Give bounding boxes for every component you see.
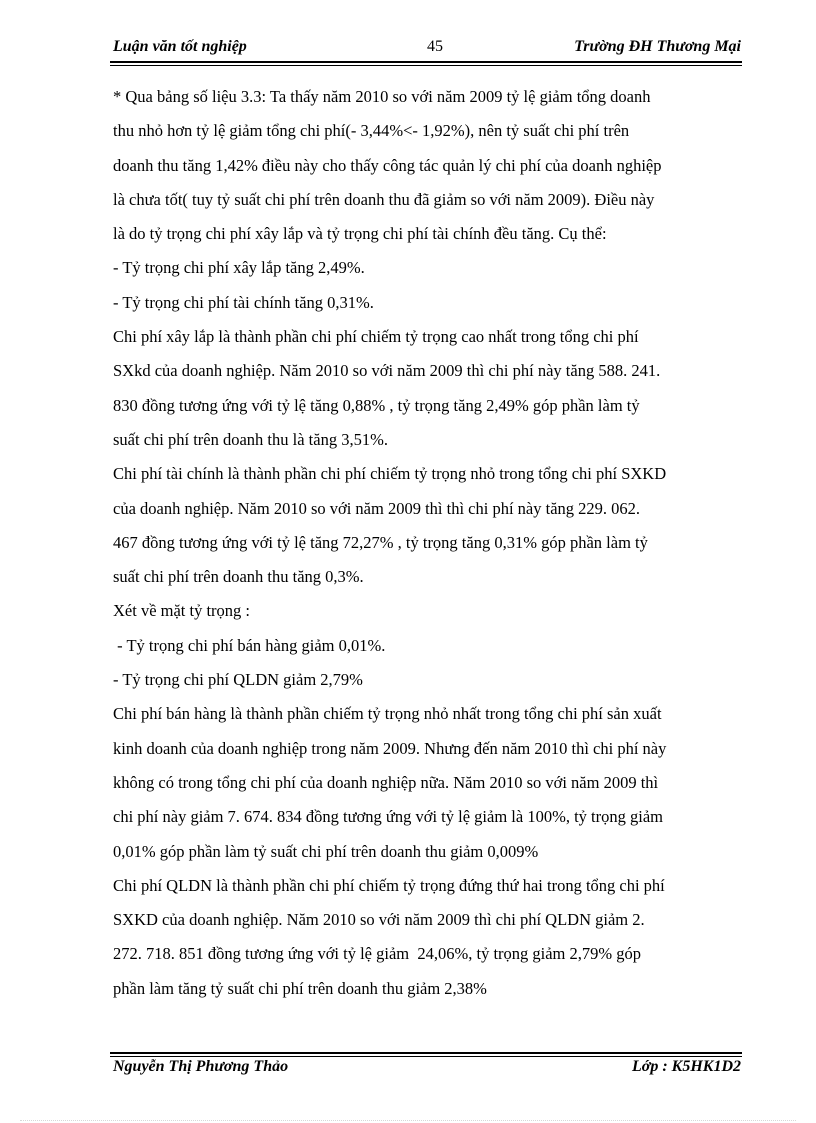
page-header <box>113 38 741 62</box>
page-footer <box>113 1058 741 1080</box>
paragraph-line: doanh thu tăng 1,42% điều này cho thấy công tác quản lý chi phí của doanh nghiệp <box>113 155 662 175</box>
paragraph-line: SXkd của doanh nghiệp. Năm 2010 so với năm 2009 thì chi phí này tăng 588. 241. <box>113 361 661 381</box>
header-thesis-title: Luận văn tốt nghiệp <box>113 38 247 55</box>
bullet-line: - Tỷ trọng chi phí xây lắp tăng 2,49%. <box>113 258 365 278</box>
paragraph-line: 830 đồng tương ứng với tỷ lệ tăng 0,88% , tỷ trọng tăng 2,49% góp phần làm tỷ <box>113 395 640 415</box>
header-rule-thick <box>110 61 742 63</box>
paragraph-line: 467 đồng tương ứng với tỷ lệ tăng 72,27% , tỷ trọng tăng 0,31% góp phần làm tỷ <box>113 532 648 552</box>
paragraph-line: suất chi phí trên doanh thu là tăng 3,51%. <box>113 429 388 449</box>
paragraph-line: không có trong tổng chi phí của doanh nghiệp nữa. Năm 2010 so với năm 2009 thì <box>113 772 659 792</box>
paragraph-line: là do tỷ trọng chi phí xây lắp và tỷ trọng chi phí tài chính đều tăng. Cụ thể: <box>113 224 607 244</box>
paragraph-line: 272. 718. 851 đồng tương ứng với tỷ lệ giảm 24,06%, tỷ trọng giảm 2,79% góp <box>113 944 642 964</box>
bullet-line: - Tỷ trọng chi phí QLDN giảm 2,79% <box>113 670 363 690</box>
bullet-line: - Tỷ trọng chi phí tài chính tăng 0,31%. <box>113 292 374 312</box>
header-page-number: 45 <box>427 38 443 55</box>
paragraph-line: Chi phí bán hàng là thành phần chiếm tỷ trọng nhỏ nhất trong tổng chi phí sản xuất <box>113 704 662 724</box>
page-edge-divider <box>20 1120 796 1121</box>
bullet-line: - Tỷ trọng chi phí bán hàng giảm 0,01%. <box>113 635 386 655</box>
header-university: Trường ĐH Thương Mại <box>574 38 741 55</box>
paragraph-line: Chi phí tài chính là thành phần chi phí chiếm tỷ trọng nhỏ trong tổng chi phí SXKD <box>113 464 667 484</box>
header-rule-thin <box>110 65 742 66</box>
body-text <box>113 80 743 1006</box>
paragraph-line: chi phí này giảm 7. 674. 834 đồng tương ứng với tỷ lệ giảm là 100%, tỷ trọng giảm <box>113 807 663 827</box>
footer-author: Nguyễn Thị Phương Thảo <box>113 1058 289 1075</box>
paragraph-line: kinh doanh của doanh nghiệp trong năm 2009. Nhưng đến năm 2010 thì chi phí này <box>113 738 667 758</box>
paragraph-line: là chưa tốt( tuy tỷ suất chi phí trên doanh thu đã giảm so với năm 2009). Điều này <box>113 189 655 209</box>
footer-class: Lớp : K5HK1D2 <box>631 1058 741 1075</box>
paragraph-line: suất chi phí trên doanh thu tăng 0,3%. <box>113 567 364 587</box>
footer-rule-thin <box>110 1056 742 1057</box>
paragraph-line: Xét về mặt tỷ trọng : <box>113 601 251 621</box>
paragraph-line: của doanh nghiệp. Năm 2010 so với năm 2009 thì thì chi phí này tăng 229. 062. <box>113 498 641 518</box>
paragraph-line: SXKD của doanh nghiệp. Năm 2010 so với năm 2009 thì chi phí QLDN giảm 2. <box>113 910 645 930</box>
paragraph-line: Chi phí xây lắp là thành phần chi phí chiếm tỷ trọng cao nhất trong tổng chi phí <box>113 327 639 347</box>
paragraph-line: 0,01% góp phần làm tỷ suất chi phí trên doanh thu giảm 0,009% <box>113 841 539 861</box>
paragraph-line: thu nhỏ hơn tỷ lệ giảm tổng chi phí(- 3,44%<- 1,92%), nên tỷ suất chi phí trên <box>113 121 630 141</box>
paragraph-line: phần làm tăng tỷ suất chi phí trên doanh thu giảm 2,38% <box>113 978 487 998</box>
footer-rule-thick <box>110 1052 742 1054</box>
paragraph-line: Chi phí QLDN là thành phần chi phí chiếm tỷ trọng đứng thứ hai trong tổng chi phí <box>113 875 665 895</box>
paragraph-line: * Qua bảng số liệu 3.3: Ta thấy năm 2010 so với năm 2009 tỷ lệ giảm tổng doanh <box>113 87 651 106</box>
